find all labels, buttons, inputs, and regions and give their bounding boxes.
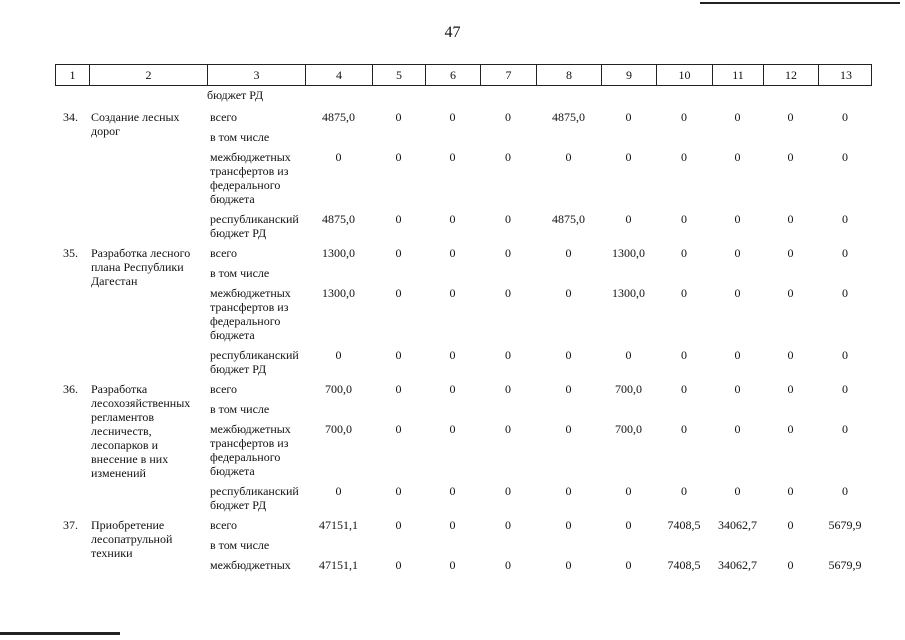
value-cell: 0 xyxy=(565,246,572,260)
header-col-3: 3 xyxy=(208,65,306,85)
value-cell: 0 xyxy=(395,382,402,396)
value-cell: 0 xyxy=(842,110,848,124)
row-title-line: Разработка xyxy=(91,382,148,396)
scan-edge-mark xyxy=(700,2,900,4)
value-cell: 0 xyxy=(734,348,741,362)
value-cell: 4875,0 xyxy=(552,110,585,124)
value-cell: 0 xyxy=(681,212,687,226)
value-cell: 34062,7 xyxy=(718,558,757,572)
value-cell: 0 xyxy=(842,150,848,164)
scan-edge-mark xyxy=(0,632,120,635)
value-cell: 0 xyxy=(681,348,687,362)
line-label: трансфертов из xyxy=(210,164,289,178)
row-title-line: Разработка лесного xyxy=(91,246,191,260)
value-cell: 0 xyxy=(787,558,794,572)
line-label: бюджет РД xyxy=(210,498,267,512)
value-cell: 7408,5 xyxy=(667,518,701,532)
value-cell: 0 xyxy=(449,286,456,300)
value-cell: 0 xyxy=(734,382,741,396)
value-cell: 0 xyxy=(449,484,456,498)
value-cell: 700,0 xyxy=(325,382,352,396)
row-number: 34. xyxy=(63,110,78,124)
value-cell: 0 xyxy=(734,286,741,300)
row-title-line: лесопатрульной xyxy=(91,532,173,546)
line-label: в том числе xyxy=(210,130,270,144)
value-cell: 0 xyxy=(505,484,511,498)
header-col-11: 11 xyxy=(713,65,764,85)
value-cell: 0 xyxy=(565,348,572,362)
value-cell: 0 xyxy=(505,422,511,436)
line-label: межбюджетных xyxy=(210,422,291,436)
row-number: 35. xyxy=(63,246,78,260)
value-cell: 0 xyxy=(625,212,632,226)
value-cell: 0 xyxy=(395,518,402,532)
table-header xyxy=(55,64,872,86)
header-col-6: 6 xyxy=(426,65,481,85)
value-cell: 0 xyxy=(449,422,456,436)
value-cell: 0 xyxy=(505,348,511,362)
value-cell: 0 xyxy=(842,246,848,260)
value-cell: 700,0 xyxy=(615,382,642,396)
value-cell: 0 xyxy=(395,246,402,260)
line-label: в том числе xyxy=(210,402,270,416)
continuation-label: бюджет РД xyxy=(207,88,264,102)
value-cell: 0 xyxy=(449,558,456,572)
value-cell: 0 xyxy=(335,484,342,498)
line-label: в том числе xyxy=(210,538,270,552)
value-cell: 0 xyxy=(734,212,741,226)
value-cell: 4875,0 xyxy=(322,212,355,226)
value-cell: 5679,9 xyxy=(828,558,862,572)
value-cell: 0 xyxy=(449,518,456,532)
header-col-8: 8 xyxy=(537,65,602,85)
value-cell: 0 xyxy=(842,422,848,436)
value-cell: 0 xyxy=(395,558,402,572)
row-title-line: изменений xyxy=(91,466,146,480)
value-cell: 700,0 xyxy=(325,422,352,436)
value-cell: 1300,0 xyxy=(612,286,645,300)
value-cell: 0 xyxy=(734,422,741,436)
line-label: республиканский xyxy=(210,484,299,498)
value-cell: 0 xyxy=(681,286,687,300)
line-label: всего xyxy=(210,518,238,532)
value-cell: 0 xyxy=(505,150,511,164)
value-cell: 700,0 xyxy=(615,422,642,436)
value-cell: 0 xyxy=(505,246,511,260)
row-title-line: дорог xyxy=(91,124,121,138)
value-cell: 0 xyxy=(565,286,572,300)
value-cell: 0 xyxy=(681,150,687,164)
value-cell: 1300,0 xyxy=(322,246,355,260)
value-cell: 0 xyxy=(395,110,402,124)
row-title-line: техники xyxy=(91,546,133,560)
value-cell: 0 xyxy=(734,484,741,498)
line-label: трансфертов из xyxy=(210,300,289,314)
value-cell: 0 xyxy=(565,150,572,164)
row-title-line: Приобретение xyxy=(91,518,165,532)
line-label: бюджет РД xyxy=(210,362,267,376)
value-cell: 0 xyxy=(395,484,402,498)
line-label: республиканский xyxy=(210,348,299,362)
line-label: бюджета xyxy=(210,192,255,206)
value-cell: 0 xyxy=(565,558,572,572)
value-cell: 7408,5 xyxy=(667,558,701,572)
value-cell: 0 xyxy=(505,518,511,532)
line-label: межбюджетных xyxy=(210,286,291,300)
value-cell: 0 xyxy=(625,110,632,124)
row-title-line: лесохозяйственных xyxy=(91,396,191,410)
value-cell: 4875,0 xyxy=(552,212,585,226)
value-cell: 0 xyxy=(395,422,402,436)
line-label: в том числе xyxy=(210,266,270,280)
value-cell: 0 xyxy=(625,348,632,362)
row-title-line: Создание лесных xyxy=(91,110,180,124)
value-cell: 0 xyxy=(842,484,848,498)
line-label: бюджета xyxy=(210,328,255,342)
line-label: республиканский xyxy=(210,212,299,226)
value-cell: 1300,0 xyxy=(322,286,355,300)
value-cell: 0 xyxy=(734,110,741,124)
row-title-line: Дагестан xyxy=(91,274,138,288)
line-label: межбюджетных xyxy=(210,558,291,572)
value-cell: 0 xyxy=(734,246,741,260)
value-cell: 0 xyxy=(565,382,572,396)
value-cell: 0 xyxy=(681,484,687,498)
line-label: межбюджетных xyxy=(210,150,291,164)
header-col-5: 5 xyxy=(373,65,426,85)
value-cell: 0 xyxy=(625,484,632,498)
value-cell: 0 xyxy=(395,348,402,362)
value-cell: 0 xyxy=(449,382,456,396)
row-title-line: плана Республики xyxy=(91,260,184,274)
value-cell: 0 xyxy=(395,150,402,164)
header-col-1: 1 xyxy=(56,65,90,85)
value-cell: 47151,1 xyxy=(319,558,358,572)
header-col-2: 2 xyxy=(90,65,208,85)
value-cell: 0 xyxy=(505,382,511,396)
row-title-line: лесничеств, xyxy=(91,424,152,438)
value-cell: 0 xyxy=(787,348,794,362)
value-cell: 0 xyxy=(842,286,848,300)
value-cell: 0 xyxy=(681,422,687,436)
value-cell: 0 xyxy=(842,348,848,362)
value-cell: 0 xyxy=(787,518,794,532)
line-label: всего xyxy=(210,382,238,396)
value-cell: 0 xyxy=(505,110,511,124)
header-col-7: 7 xyxy=(481,65,537,85)
value-cell: 1300,0 xyxy=(612,246,645,260)
value-cell: 0 xyxy=(787,286,794,300)
value-cell: 4875,0 xyxy=(322,110,355,124)
header-col-12: 12 xyxy=(764,65,819,85)
value-cell: 0 xyxy=(842,382,848,396)
value-cell: 0 xyxy=(681,246,687,260)
value-cell: 5679,9 xyxy=(828,518,862,532)
value-cell: 0 xyxy=(449,212,456,226)
value-cell: 0 xyxy=(787,382,794,396)
line-label: бюджет РД xyxy=(210,226,267,240)
value-cell: 0 xyxy=(681,110,687,124)
line-label: всего xyxy=(210,110,238,124)
row-number: 36. xyxy=(63,382,78,396)
value-cell: 0 xyxy=(787,212,794,226)
value-cell: 0 xyxy=(787,150,794,164)
row-title-line: регламентов xyxy=(91,410,155,424)
header-col-13: 13 xyxy=(840,68,852,82)
value-cell: 0 xyxy=(681,382,687,396)
value-cell: 0 xyxy=(787,246,794,260)
header-col-9: 9 xyxy=(602,65,657,85)
value-cell: 0 xyxy=(787,484,794,498)
header-col-4: 4 xyxy=(306,65,373,85)
value-cell: 0 xyxy=(505,212,511,226)
line-label: всего xyxy=(210,246,238,260)
line-label: федерального xyxy=(210,314,281,328)
value-cell: 0 xyxy=(565,484,572,498)
value-cell: 0 xyxy=(449,150,456,164)
value-cell: 0 xyxy=(505,558,511,572)
row-number: 37. xyxy=(63,518,78,532)
line-label: федерального xyxy=(210,450,281,464)
value-cell: 0 xyxy=(787,422,794,436)
value-cell: 0 xyxy=(625,518,632,532)
value-cell: 0 xyxy=(787,110,794,124)
value-cell: 0 xyxy=(625,150,632,164)
line-label: трансфертов из xyxy=(210,436,289,450)
value-cell: 0 xyxy=(449,110,456,124)
row-title-line: лесопарков и xyxy=(91,438,158,452)
value-cell: 0 xyxy=(625,558,632,572)
value-cell: 47151,1 xyxy=(319,518,358,532)
value-cell: 0 xyxy=(565,422,572,436)
value-cell: 0 xyxy=(565,518,572,532)
value-cell: 0 xyxy=(395,212,402,226)
value-cell: 0 xyxy=(335,348,342,362)
line-label: бюджета xyxy=(210,464,255,478)
value-cell: 0 xyxy=(505,286,511,300)
value-cell: 0 xyxy=(734,150,741,164)
value-cell: 0 xyxy=(449,348,456,362)
value-cell: 0 xyxy=(842,212,848,226)
value-cell: 0 xyxy=(335,150,342,164)
row-title-line: внесение в них xyxy=(91,452,169,466)
value-cell: 0 xyxy=(395,286,402,300)
header-col-10: 10 xyxy=(657,65,713,85)
value-cell: 34062,7 xyxy=(718,518,757,532)
line-label: федерального xyxy=(210,178,281,192)
page-number: 47 xyxy=(444,24,461,41)
value-cell: 0 xyxy=(449,246,456,260)
